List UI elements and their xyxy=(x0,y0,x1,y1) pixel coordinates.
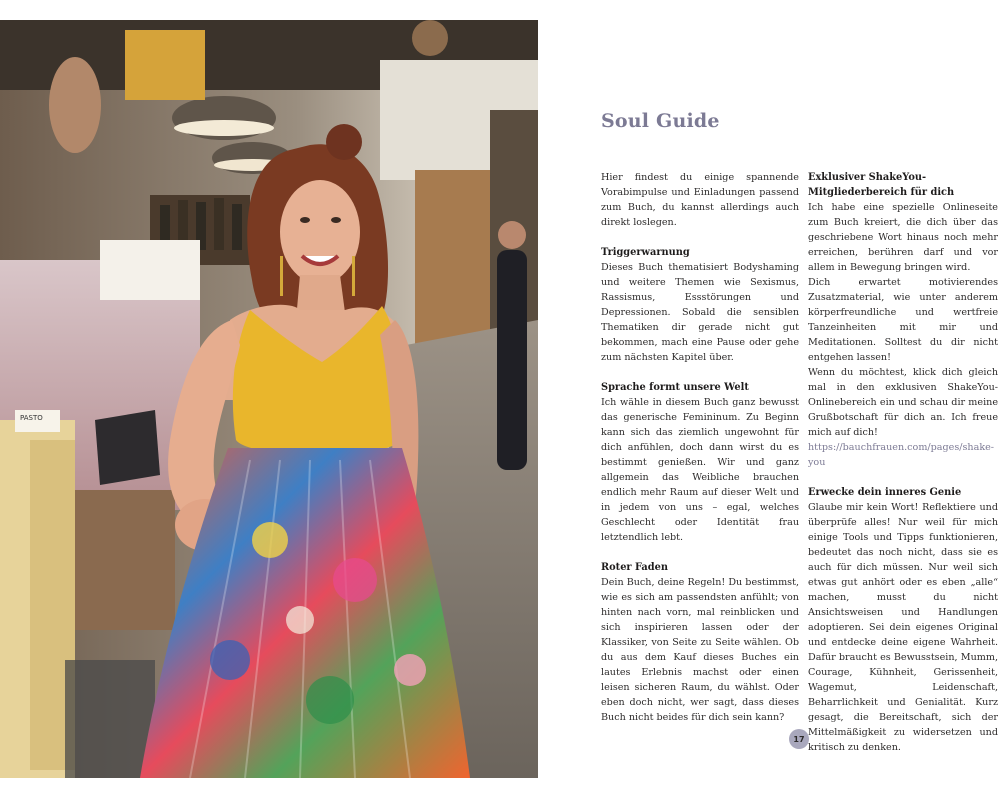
photo-woman-in-market xyxy=(0,20,538,778)
section-heading: Sprache formt unsere Welt xyxy=(601,382,749,393)
section-sprache xyxy=(601,380,799,545)
intro-paragraph xyxy=(601,170,799,230)
section-heading: Roter Faden xyxy=(601,562,668,573)
section-body-2: Dich erwartet motivierendes Zusatzmaterial, wie unter anderem körperfreundliche und wertfreie Tanzeinheiten mit mir und Meditationen. Solltest du dir nicht entgehen lassen! xyxy=(808,277,998,363)
section-body-3: Wenn du möchtest, klick dich gleich mal in den exklusiven ShakeYou-Onlinebereich ein und schau dir meine Grußbotschaft für dich an. Ich freue mich auf dich! xyxy=(808,367,998,438)
section-heading: Erwecke dein inneres Genie xyxy=(808,487,962,498)
section-triggerwarnung xyxy=(601,245,799,365)
text-column-right xyxy=(808,170,998,770)
text-column-left xyxy=(601,170,799,740)
shake-you-link[interactable]: https://bauchfrauen.com/pages/shake-you xyxy=(808,442,995,468)
market-scene-illustration xyxy=(0,20,538,778)
section-mitgliederbereich xyxy=(808,170,998,470)
section-inneres-genie xyxy=(808,485,998,755)
section-body: Ich wähle in diesem Buch ganz bewusst das generische Femininum. Zu Beginn kann sich das ziemlich ungewohnt für dich anfühlen, doch dann wirst du es bestimmt genießen. Wir und ganz allgemein das Weibliche brauchen endlich mehr Raum auf dieser Welt und in jedem von uns – egal, welches Geschlecht oder Identität frau letztendlich lebt. xyxy=(601,397,799,543)
section-heading: Exklusiver ShakeYou-Mitgliederbereich für dich xyxy=(808,172,955,198)
intro-text: Hier findest du einige spannende Vorabimpulse und Einladungen passend zum Buch, du kannst allerdings auch direkt loslegen. xyxy=(601,172,799,228)
section-heading: Triggerwarnung xyxy=(601,247,690,258)
section-body: Dein Buch, deine Regeln! Du bestimmst, wie es sich am passendsten anfühlt; von hinten nach vorn, mal reinblicken und sich inspirieren lassen oder der Klassiker, von Seite zu Seite wählen. Ob du aus dem Kauf dieses Buches ein lautes Erlebnis machst oder einen leisen sicheren Raum, du wählst. Oder eben doch nicht, wer sagt, dass dieses Buch nicht beides für dich sein kann? xyxy=(601,577,799,723)
section-body: Dieses Buch thematisiert Bodyshaming und weitere Themen wie Sexismus, Rassismus, Essstörungen und Depressionen. Sobald die sensiblen Thematiken dir gerade nicht gut bekommen, mach eine Pause oder gehe zum nächsten Kapitel über. xyxy=(601,262,799,363)
section-body: Ich habe eine spezielle Onlineseite zum Buch kreiert, die dich über das geschriebene Wort hinaus noch mehr erreichen, berühren darf und vor allem in Bewegung bringen wird. xyxy=(808,202,998,273)
pasta-label: PASTO xyxy=(20,414,43,422)
section-body: Glaube mir kein Wort! Reflektiere und überprüfe alles! Nur weil für mich einige Tools und Tipps funktionieren, bedeutet das noch nicht, dass sie es auch für dich müssen. Nur weil sich etwas gut anhört oder es eben „alle“ machen, musst du nicht Ansichtsweisen und Handlungen adoptieren. Sei dein eigenes Original und entdecke deine eigene Wahrheit. Dafür braucht es Bewusstsein, Mumm, Courage, Kühnheit, Gerissenheit, Wagemut, Leidenschaft, Beharrlichkeit und Genialität. Kurz gesagt, die Bereitschaft, sich der Mittelmäßigkeit zu widersetzen und kritisch zu denken. xyxy=(808,502,998,753)
section-roter-faden xyxy=(601,560,799,725)
page-number-badge: 17 xyxy=(789,729,809,749)
page-title: Soul Guide xyxy=(601,110,720,132)
